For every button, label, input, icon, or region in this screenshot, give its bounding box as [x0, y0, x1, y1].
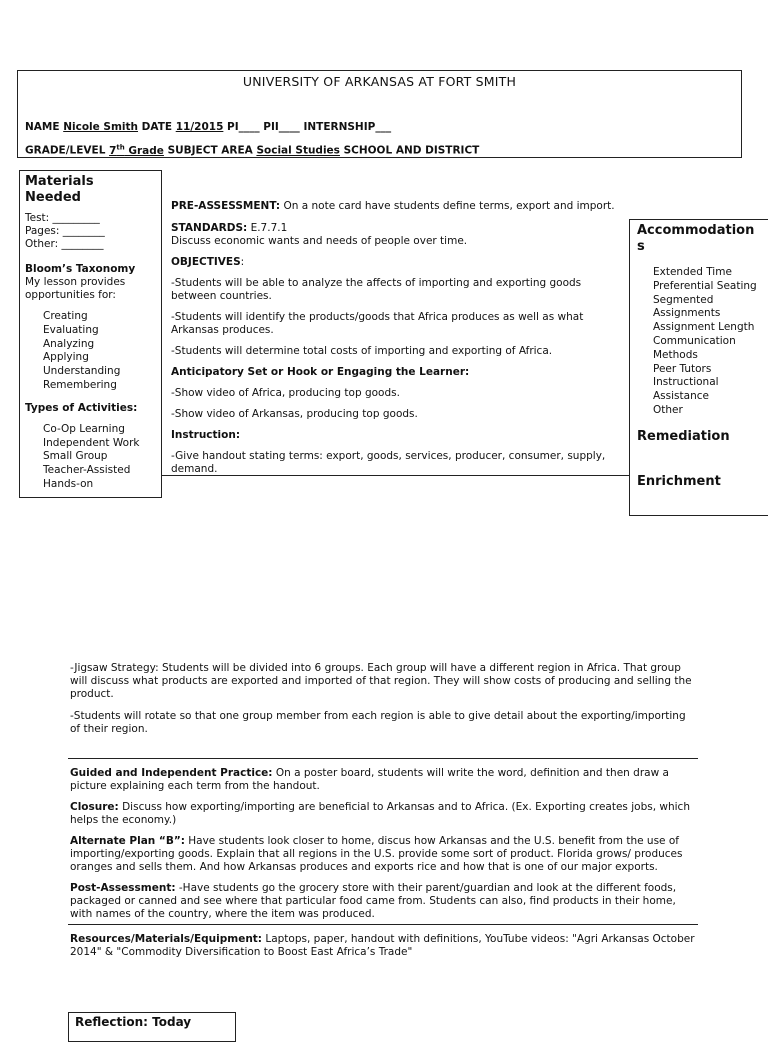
pages-field: Pages: ________ [25, 225, 105, 237]
subject-value: Social Studies [256, 144, 340, 157]
post-text: -Have students go the grocery store with their parent/guardian and look at the different foods, packaged or canned and see where that particular food came from. Students can also, find products in their home, with names of the country, where the item was produced. [70, 882, 677, 920]
objective-3: -Students will determine total costs of importing and exporting of Africa. [171, 345, 553, 357]
list-item: Remembering [43, 378, 117, 391]
instruction-heading: Instruction: [171, 429, 241, 441]
remediation-heading: Remediation [637, 428, 730, 444]
other-field: Other: ________ [25, 238, 104, 250]
list-item: Teacher-Assisted [43, 464, 131, 477]
alternate-label: Alternate Plan “B”: [70, 835, 185, 847]
divider-line [68, 924, 698, 925]
alternate-plan [70, 835, 698, 874]
post-label: Post-Assessment: [70, 882, 176, 894]
list-item: Understanding [43, 365, 121, 378]
instruction-text: -Give handout stating terms: export, goods, services, producer, consumer, supply, demand. [171, 450, 606, 475]
list-item: Evaluating [43, 323, 99, 336]
header-box [17, 70, 742, 158]
resources-text: Laptops, paper, handout with definitions, YouTube videos: "Agri Arkansas October 2014" & "Commodity Diversification to Boost East Africa’s Trade" [70, 933, 695, 958]
divider-line [162, 475, 630, 476]
date-label: DATE [141, 121, 173, 133]
page-title: UNIVERSITY OF ARKANSAS AT FORT SMITH [242, 74, 517, 89]
school-label: SCHOOL AND DISTRICT [343, 144, 480, 157]
name-value: Nicole Smith [63, 121, 139, 133]
list-item: Peer Tutors [653, 362, 712, 375]
closure-label: Closure: [70, 801, 119, 813]
preassessment [171, 200, 626, 213]
standards-text: Discuss economic wants and needs of people over time. [171, 235, 468, 247]
materials-title: Materials Needed [25, 174, 94, 205]
accommodations-box [629, 219, 768, 516]
grade-value: 7th Grade [109, 143, 164, 157]
resources-label: Resources/Materials/Equipment: [70, 933, 263, 945]
guided-text: On a poster board, students will write the word, definition and then draw a picture explaining each term from the handout. [70, 767, 669, 792]
list-item: Communication Methods [653, 334, 736, 361]
list-item: Hands-on [43, 477, 94, 490]
materials-box [19, 170, 162, 498]
list-item: Analyzing [43, 337, 95, 350]
objective-2: -Students will identify the products/goods that Africa produces as well as what Arkansas produces. [171, 311, 584, 336]
internship-label: INTERNSHIP___ [303, 121, 392, 133]
list-item: Small Group [43, 450, 108, 463]
anticipatory-heading: Anticipatory Set or Hook or Engaging the Learner: [171, 366, 470, 378]
enrichment-heading: Enrichment [637, 473, 721, 489]
jigsaw-text: -Jigsaw Strategy: Students will be divided into 6 groups. Each group will have a different region in Africa. That group will discuss what products are exported and imported of that region. They will show costs of producing and selling the product. [70, 662, 692, 700]
page2-middle [70, 767, 698, 921]
grade-subject-line [25, 141, 479, 158]
list-item: Other [653, 403, 683, 416]
date-value: 11/2015 [175, 121, 224, 133]
activities-title: Types of Activities: [25, 401, 138, 414]
page2-top [70, 662, 698, 736]
guided-label: Guided and Independent Practice: [70, 767, 273, 779]
objectives-label: OBJECTIVES [171, 256, 241, 268]
accommodations-list [653, 266, 766, 418]
name-date-line [25, 121, 391, 134]
standards-label: STANDARDS: [171, 222, 248, 234]
divider-line [68, 758, 698, 759]
alternate-text: Have students look closer to home, discus how Arkansas and the U.S. benefit from the use of importing/exporting goods. Explain that all regions in the U.S. provide some sort of product. Florida grows/ produces oranges and sells them. And how Arkansas produces and exports rice and how that is one of our major exports. [70, 835, 683, 873]
list-item: Instructional Assistance [653, 376, 719, 403]
anticipatory-item-2: -Show video of Arkansas, producing top goods. [171, 408, 418, 420]
resources [70, 933, 698, 959]
post-assessment [70, 882, 698, 921]
subject-label: SUBJECT AREA [167, 144, 253, 157]
list-item: Assignment Length [653, 321, 755, 334]
accommodations-title: Accommodations [637, 223, 755, 254]
guided-practice [70, 767, 698, 793]
anticipatory-item-1: -Show video of Africa, producing top goods. [171, 387, 400, 399]
pi-label: PI____ [227, 121, 260, 133]
test-field: Test: _________ [25, 212, 100, 224]
objective-1: -Students will be able to analyze the affects of importing and exporting goods between countries. [171, 277, 582, 302]
standards [171, 222, 626, 235]
name-label: NAME [25, 121, 60, 133]
reflection-label: Reflection: Today [75, 1015, 192, 1029]
list-item: Preferential Seating [653, 279, 757, 292]
closure [70, 801, 698, 827]
list-item: Applying [43, 351, 89, 364]
closure-text: Discuss how exporting/importing are beneficial to Arkansas and to Africa. (Ex. Exporting creates jobs, which helps the economy.) [70, 801, 690, 826]
main-column [171, 200, 626, 476]
standards-code: E.7.7.1 [250, 222, 288, 234]
list-item: Independent Work [43, 436, 140, 449]
grade-label: GRADE/LEVEL [25, 144, 106, 157]
preassess-text: On a note card have students define terms, export and import. [283, 200, 615, 212]
list-item: Extended Time [653, 266, 732, 278]
list-item: Co-Op Learning [43, 422, 125, 435]
blooms-list [43, 310, 156, 393]
preassess-label: PRE-ASSESSMENT: [171, 200, 281, 212]
list-item: Creating [43, 310, 88, 322]
list-item: Segmented Assignments [653, 293, 721, 320]
rotate-text: -Students will rotate so that one group member from each region is able to give detail about the exporting/importing of their region. [70, 710, 686, 735]
blooms-title: Bloom’s Taxonomy [25, 263, 136, 275]
activities-list [43, 423, 156, 492]
blooms-intro: My lesson provides opportunities for: [25, 276, 126, 301]
pii-label: PII____ [263, 121, 300, 133]
reflection-box [68, 1012, 236, 1042]
objectives-heading: OBJECTIVES: [171, 256, 245, 268]
